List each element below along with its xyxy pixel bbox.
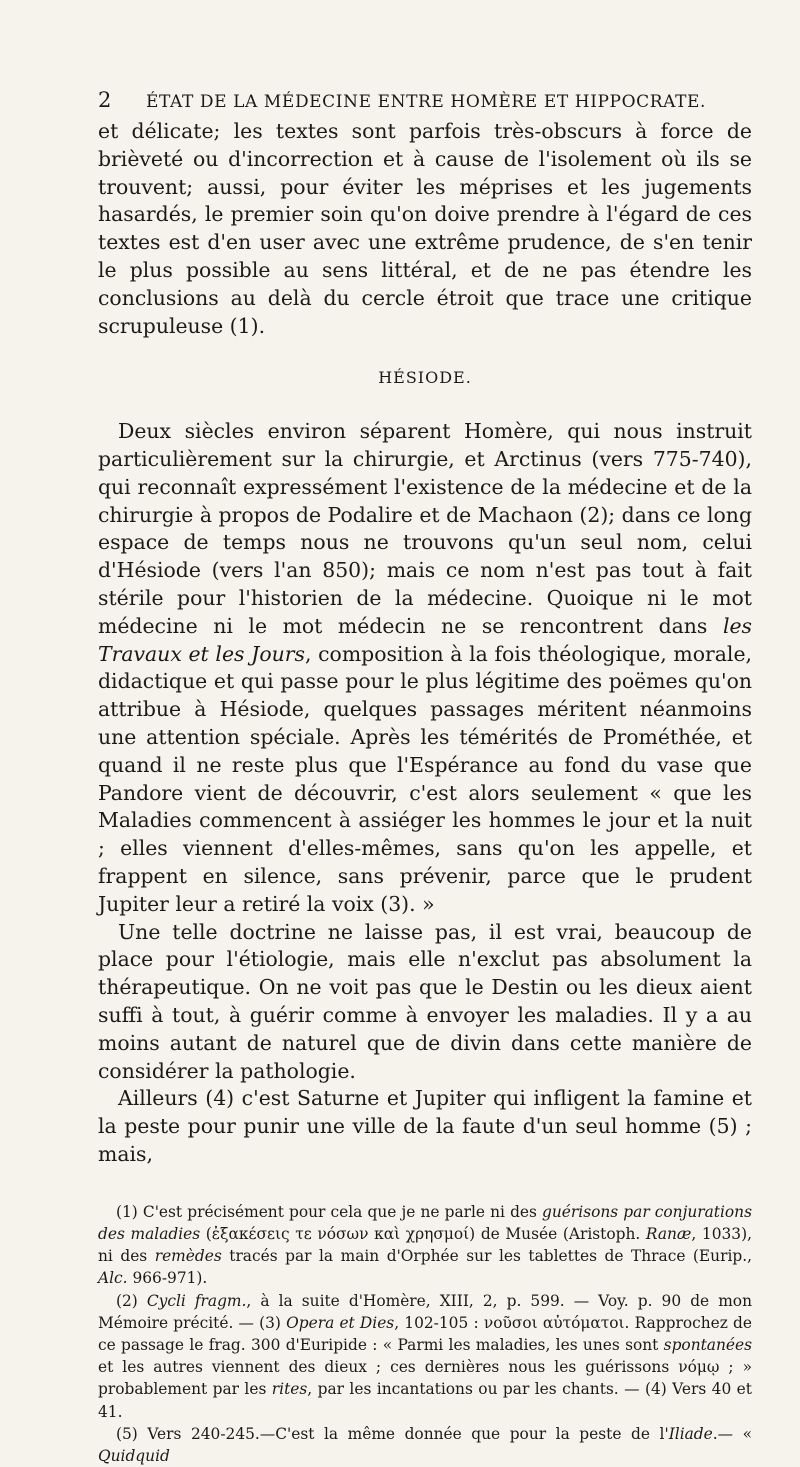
footnote-text: et les autres viennent des dieux ; ces dernières nous les guérissons νόμῳ ; » probablement par les (98, 1358, 752, 1399)
footnote-text: (ἐξακέσεις τε νόσων καὶ χρησμοί) de Musée (Aristoph. (200, 1224, 646, 1243)
footnote-italic: guérisons par conjurations des maladies (98, 1202, 752, 1243)
footnote-text: (1) C'est précisément pour cela que je ne parle ni des (116, 1202, 543, 1221)
footnote-italic: Opera et Dies (286, 1313, 395, 1332)
footnote-italic: rites (271, 1380, 308, 1399)
page-number: 2 (98, 88, 112, 112)
footnote-text: tracés par la main d'Orphée sur les tablettes de Thrace (Eurip., (221, 1247, 752, 1266)
footnotes (98, 1201, 752, 1467)
footnote-5 (98, 1423, 752, 1467)
paragraph-hesiode-1 (98, 418, 752, 918)
footnote-1 (98, 1201, 752, 1290)
paragraph-hesiode-3: Ailleurs (4) c'est Saturne et Jupiter qui infligent la famine et la peste pour punir une ville de la faute d'un seul homme (5) ; mais, (98, 1086, 752, 1166)
footnote-2-3-4 (98, 1290, 752, 1423)
intro-paragraph: et délicate; les textes sont parfois très-obscurs à force de brièveté ou d'incorrection et à cause de l'isolement où ils se trouvent; aussi, pour éviter les méprises et les jugements hasardés, le premier soin qu'on doive prendre à l'égard de ces textes est d'en user avec une extrême prudence, de s'en tenir le plus possible au sens littéral, et de ne pas étendre les conclusions au delà du cercle étroit que trace une critique scrupuleuse (1). (98, 119, 752, 338)
footnote-italic: spontanées (663, 1335, 752, 1354)
footnote-text: , 102-105 : νοῦσοι αὐτόματοι. Rapprochez de ce passage le frag. 300 d'Euripide : « Parmi les maladies, les unes sont (98, 1313, 752, 1354)
footnote-italic: remèdes (154, 1247, 222, 1266)
paragraph-text: Deux siècles environ séparent Homère, qui nous instruit particulièrement sur la chirurgie, et Arctinus (vers 775-740), qui reconnaît expressément l'existence de la médecine et de la chirurgie à propos de Podalire et de Machaon (2); dans ce long espace de temps nous ne trouvons qu'un seul nom, celui d'Hésiode (vers l'an 850); mais ce nom n'est pas tout à fait stérile pour l'historien de la médecine. Quoique ni le mot médecine ni le mot médecin ne se rencontrent dans (98, 419, 752, 638)
footnote-italic: Alc. (98, 1269, 128, 1288)
footnote-text: , 1033), ni des (98, 1224, 752, 1266)
footnote-italic: Cycli fragm. (146, 1291, 247, 1310)
footnote-text: (2) (116, 1291, 147, 1310)
footnote-text: , à la suite d'Homère, XIII, 2, p. 599. — Voy. p. 90 de mon Mémoire précité. — (3) (98, 1291, 752, 1332)
footnote-italic: Ranæ (645, 1224, 692, 1243)
paragraph-hesiode-2: Une telle doctrine ne laisse pas, il est vrai, beaucoup de place pour l'étiologie, mais elle n'exclut pas absolument la thérapeutique. On ne voit pas que le Destin ou les dieux aient suffi à tout, à guérir comme à envoyer les maladies. Il y a au moins autant de naturel que de divin dans cette manière de considérer la pathologie. (98, 919, 752, 1083)
running-title: ÉTAT DE LA MÉDECINE ENTRE HOMÈRE ET HIPPOCRATE. (146, 92, 707, 112)
footnote-text: .— « (712, 1424, 753, 1443)
footnote-text: (5) Vers 240-245.—C'est la même donnée que pour la peste de l' (116, 1424, 669, 1443)
footnote-italic: Iliade (668, 1424, 713, 1443)
footnote-text: 966-971). (127, 1269, 208, 1288)
italic-work-title: les Travaux et les Jours (98, 613, 752, 666)
main-text (98, 118, 752, 1169)
running-head (98, 88, 752, 112)
paragraph-text: , composition à la fois théologique, morale, didactique et qui passe pour le plus légitime des poëmes qu'on attribue à Hésiode, quelques passages méritent néanmoins une attention spéciale. Après les témérités de Prométhée, et quand il ne reste plus que l'Espérance au fond du vase que Pandore vient de découvrir, c'est alors seulement « que les Maladies commencent à assiéger les hommes le jour et la nuit ; elles viennent d'elles-mêmes, sans qu'on les appelle, et frappent en silence, sans prévenir, parce que le prudent Jupiter leur a retiré la voix (3). » (98, 641, 752, 916)
section-title: HÉSIODE. (378, 368, 472, 388)
footnote-text: , par les incantations ou par les chants. — (4) Vers 40 et 41. (98, 1380, 752, 1421)
footnote-italic: Quidquid (98, 1446, 170, 1465)
